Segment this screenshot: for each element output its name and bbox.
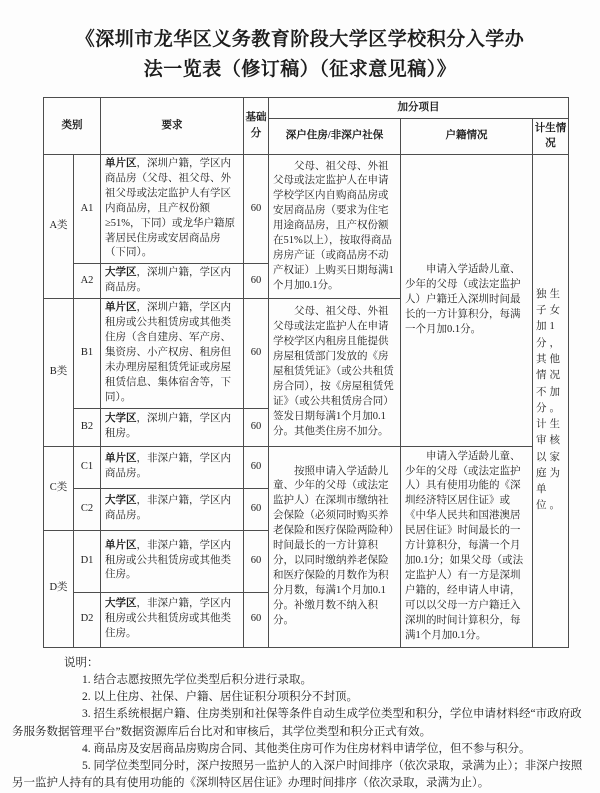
category-b: B类 bbox=[44, 299, 74, 446]
header-bonus-family-planning: 计生情况 bbox=[533, 118, 569, 155]
bonus-hukou-cd: 申请入学适龄儿童、少年的父母（或法定监护人）具有使用功能的《深圳经济特区居住证》或《中华人民共和国港澳居民居住证》时间最长的一方计算积分，每满一个月加0.1分；如果父母（或法定监护人）有一方是深圳户籍的，经申请人申请，可以以父母一方户籍迁入深圳的时间计算积分，每满1个月加0.1分。 bbox=[401, 446, 533, 647]
header-row-1 bbox=[44, 97, 569, 118]
note-item-2: 2. 以上住房、社保、户籍、居住证积分项积分不封顶。 bbox=[82, 691, 358, 704]
header-base-score: 基础分 bbox=[244, 97, 269, 154]
header-bonus-hukou: 户籍情况 bbox=[401, 118, 533, 155]
bonus-housing-b: 父母、祖父母、外祖父母或法定监护人在申请学校学区内租房且能提供房屋租赁部门发放的《房屋租赁凭证》（或公共租赁房合同），按《房屋租赁凭证》（或公共租赁房合同）签发日期每满1个月加0.1分。其他类住房不加分。 bbox=[269, 299, 401, 446]
row-label-d1: D1 bbox=[74, 530, 101, 592]
note-item-4: 4. 商品房及安居商品房购房合同、其他类住房可作为住房材料申请学位，但不参与积分。 bbox=[82, 742, 531, 755]
base-score-a1: 60 bbox=[244, 155, 269, 264]
admission-points-table bbox=[43, 97, 569, 648]
row-label-b2: B2 bbox=[74, 408, 101, 446]
row-label-c2: C2 bbox=[74, 488, 101, 530]
header-requirement: 要求 bbox=[101, 97, 244, 154]
row-label-d2: D2 bbox=[74, 592, 101, 647]
row-label-c1: C1 bbox=[74, 446, 101, 488]
requirement-b2: 大学区，深圳户籍，学区内租房。 bbox=[101, 408, 244, 446]
note-item-1: 1. 结合志愿按照先学位类型后积分进行录取。 bbox=[82, 673, 312, 686]
document-title-line-2: 法一览表（修订稿）（征求意见稿）》 bbox=[143, 59, 457, 81]
base-score-d1: 60 bbox=[244, 530, 269, 592]
requirement-a2: 大学区，深圳户籍，学区内商品房。 bbox=[101, 264, 244, 299]
requirement-a1: 单片区，深圳户籍，学区内商品房（父母、祖父母、外祖父母或法定监护人有学区内商品房，且产权份额≥51%，下同）或龙华户籍原著居民住房或安居商品房（下同）。 bbox=[101, 155, 244, 264]
category-d: D类 bbox=[44, 530, 74, 647]
bonus-housing-cd: 按照申请入学适龄儿童、少年的父母（或法定监护人）在深圳市缴纳社会保险（必须同时购买养老保险和医疗保险两险种）时间最长的一方计算积分，以同时缴纳养老保险和医疗保险的月数作为积分月数，每满1个月加0.1分。补缴月数不纳入积分。 bbox=[269, 446, 401, 647]
base-score-b1: 60 bbox=[244, 299, 269, 408]
base-score-a2: 60 bbox=[244, 264, 269, 299]
bonus-hukou-ab: 申请入学适龄儿童、少年的父母（或法定监护人）户籍迁入深圳时间最长的一方计算积分，每满一个月加0.1分。 bbox=[401, 155, 533, 447]
note-item-3: 3. 招生系统根据户籍、住房类别和社保等条件自动生成学位类型和积分，学位申请材料经“市政府政务服务数据管理平台”数据资源库后台比对和审核后，其学位类型和积分正式有效。 bbox=[12, 708, 582, 738]
requirement-d2: 大学区，非深户籍，学区内租房或公共租赁房或其他类住房。 bbox=[101, 592, 244, 647]
base-score-c1: 60 bbox=[244, 446, 269, 488]
notes-section bbox=[12, 655, 590, 793]
row-label-a2: A2 bbox=[74, 264, 101, 299]
bonus-family-planning-cell: 独生子女加1分，其他情况不加分。计生审核以家庭为单位。 bbox=[533, 155, 569, 648]
document-title bbox=[61, 25, 539, 86]
header-bonus-group: 加分项目 bbox=[269, 97, 569, 118]
notes-label: 说明： bbox=[64, 656, 99, 669]
base-score-d2: 60 bbox=[244, 592, 269, 647]
note-item-5: 5. 同学位类型同分时，深户按照另一监护人的入深户时间排序（依次录取，录满为止）；非深户按照另一监护人持有的具有使用功能的《深圳特区居住证》办理时间排序（依次录取，录满为止）。 bbox=[12, 760, 583, 790]
row-label-b1: B1 bbox=[74, 299, 101, 408]
header-category: 类别 bbox=[44, 97, 101, 154]
base-score-c2: 60 bbox=[244, 488, 269, 530]
base-score-b2: 60 bbox=[244, 408, 269, 446]
requirement-c1: 单片区，非深户籍，学区内商品房。 bbox=[101, 446, 244, 488]
category-c: C类 bbox=[44, 446, 74, 530]
row-label-a1: A1 bbox=[74, 155, 101, 264]
requirement-d1: 单片区，非深户籍，学区内租房或公共租赁房或其他类住房。 bbox=[101, 530, 244, 592]
table-row-c1 bbox=[44, 446, 569, 488]
requirement-c2: 大学区，非深户籍，学区内商品房。 bbox=[101, 488, 244, 530]
header-bonus-housing: 深户住房/非深户社保 bbox=[269, 118, 401, 155]
table-row-a1 bbox=[44, 155, 569, 264]
category-a: A类 bbox=[44, 155, 74, 299]
requirement-b1: 单片区，深圳户籍，学区内租房或公共租赁房或其他类住房（含自建房、军产房、集资房、小产权房、租房但未办理房屋租赁凭证或房屋租赁信息、集体宿舍等，下同）。 bbox=[101, 299, 244, 408]
document-title-line-1: 《深圳市龙华区义务教育阶段大学区学校积分入学办 bbox=[75, 29, 525, 50]
bonus-housing-a: 父母、祖父母、外祖父母或法定监护人在申请学校学区内自购商品房或安居商品房（要求为住宅用途商品房，且产权份额在51%以上），按取得商品房房产证（或商品房不动产权证）上购买日期每满1个月加0.1分。 bbox=[269, 155, 401, 299]
